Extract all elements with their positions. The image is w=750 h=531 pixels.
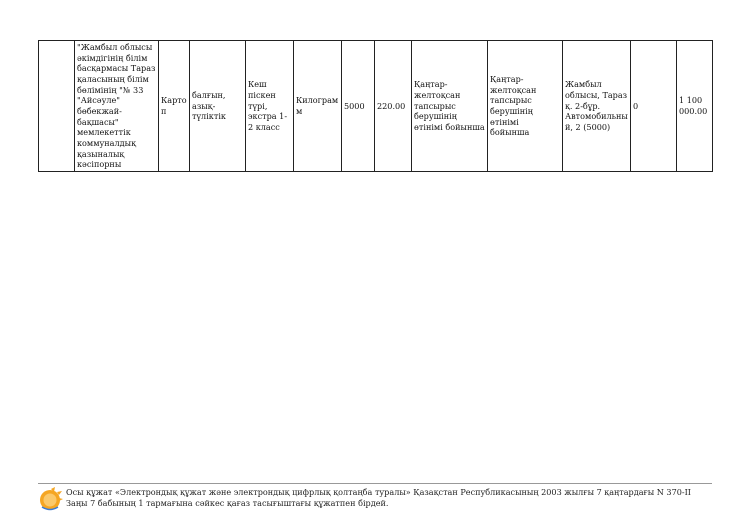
quantity-cell: 5000 <box>342 41 375 172</box>
row-index-cell <box>39 41 75 172</box>
document-footer <box>38 486 712 512</box>
footer-divider <box>38 483 712 484</box>
total-cell: 1 100 000.00 <box>677 41 713 172</box>
unit-cell: Килограмм <box>294 41 342 172</box>
table-row <box>39 41 713 172</box>
delivery-terms-cell: Қаңтар-желтоқсан тапсырыс берушінің өтінімі бойынша <box>488 41 563 172</box>
price-cell: 220.00 <box>375 41 412 172</box>
customer-cell: "Жамбыл облысы әкімдігінің білім басқармасы Тараз қаласының білім бөлімінің "№ 33 "Айсәуле" бөбекжай-бақшасы" мемлекеттік коммуналдық қазыналық кәсіпорны <box>75 41 159 172</box>
delivery-period-cell: Қаңтар-желтоқсан тапсырыс берушінің өтінімі бойынша <box>412 41 488 172</box>
procurement-table-container <box>38 40 712 172</box>
e-document-seal-icon <box>38 486 64 512</box>
procurement-table <box>38 40 713 172</box>
legal-notice-text: Осы құжат «Электрондық құжат және электрондық цифрлық қолтаңба туралы» Қазақстан Республикасының 2003 жылғы 7 қаңтардағы N 370-II Заңы 7 бабының 1 тармағына сәйкес қағаз тасығыштағы құжатпен бірдей. <box>66 487 691 508</box>
product-category-cell: балғын, азық-түліктік <box>190 41 246 172</box>
product-name-cell: Картоп <box>159 41 190 172</box>
product-description-cell: Кеш піскен түрі, экстра 1-2 класс <box>246 41 294 172</box>
delivery-place-cell: Жамбыл облысы, Тараз қ. 2-бұр. Автомобильный, 2 (5000) <box>563 41 631 172</box>
advance-cell: 0 <box>631 41 677 172</box>
